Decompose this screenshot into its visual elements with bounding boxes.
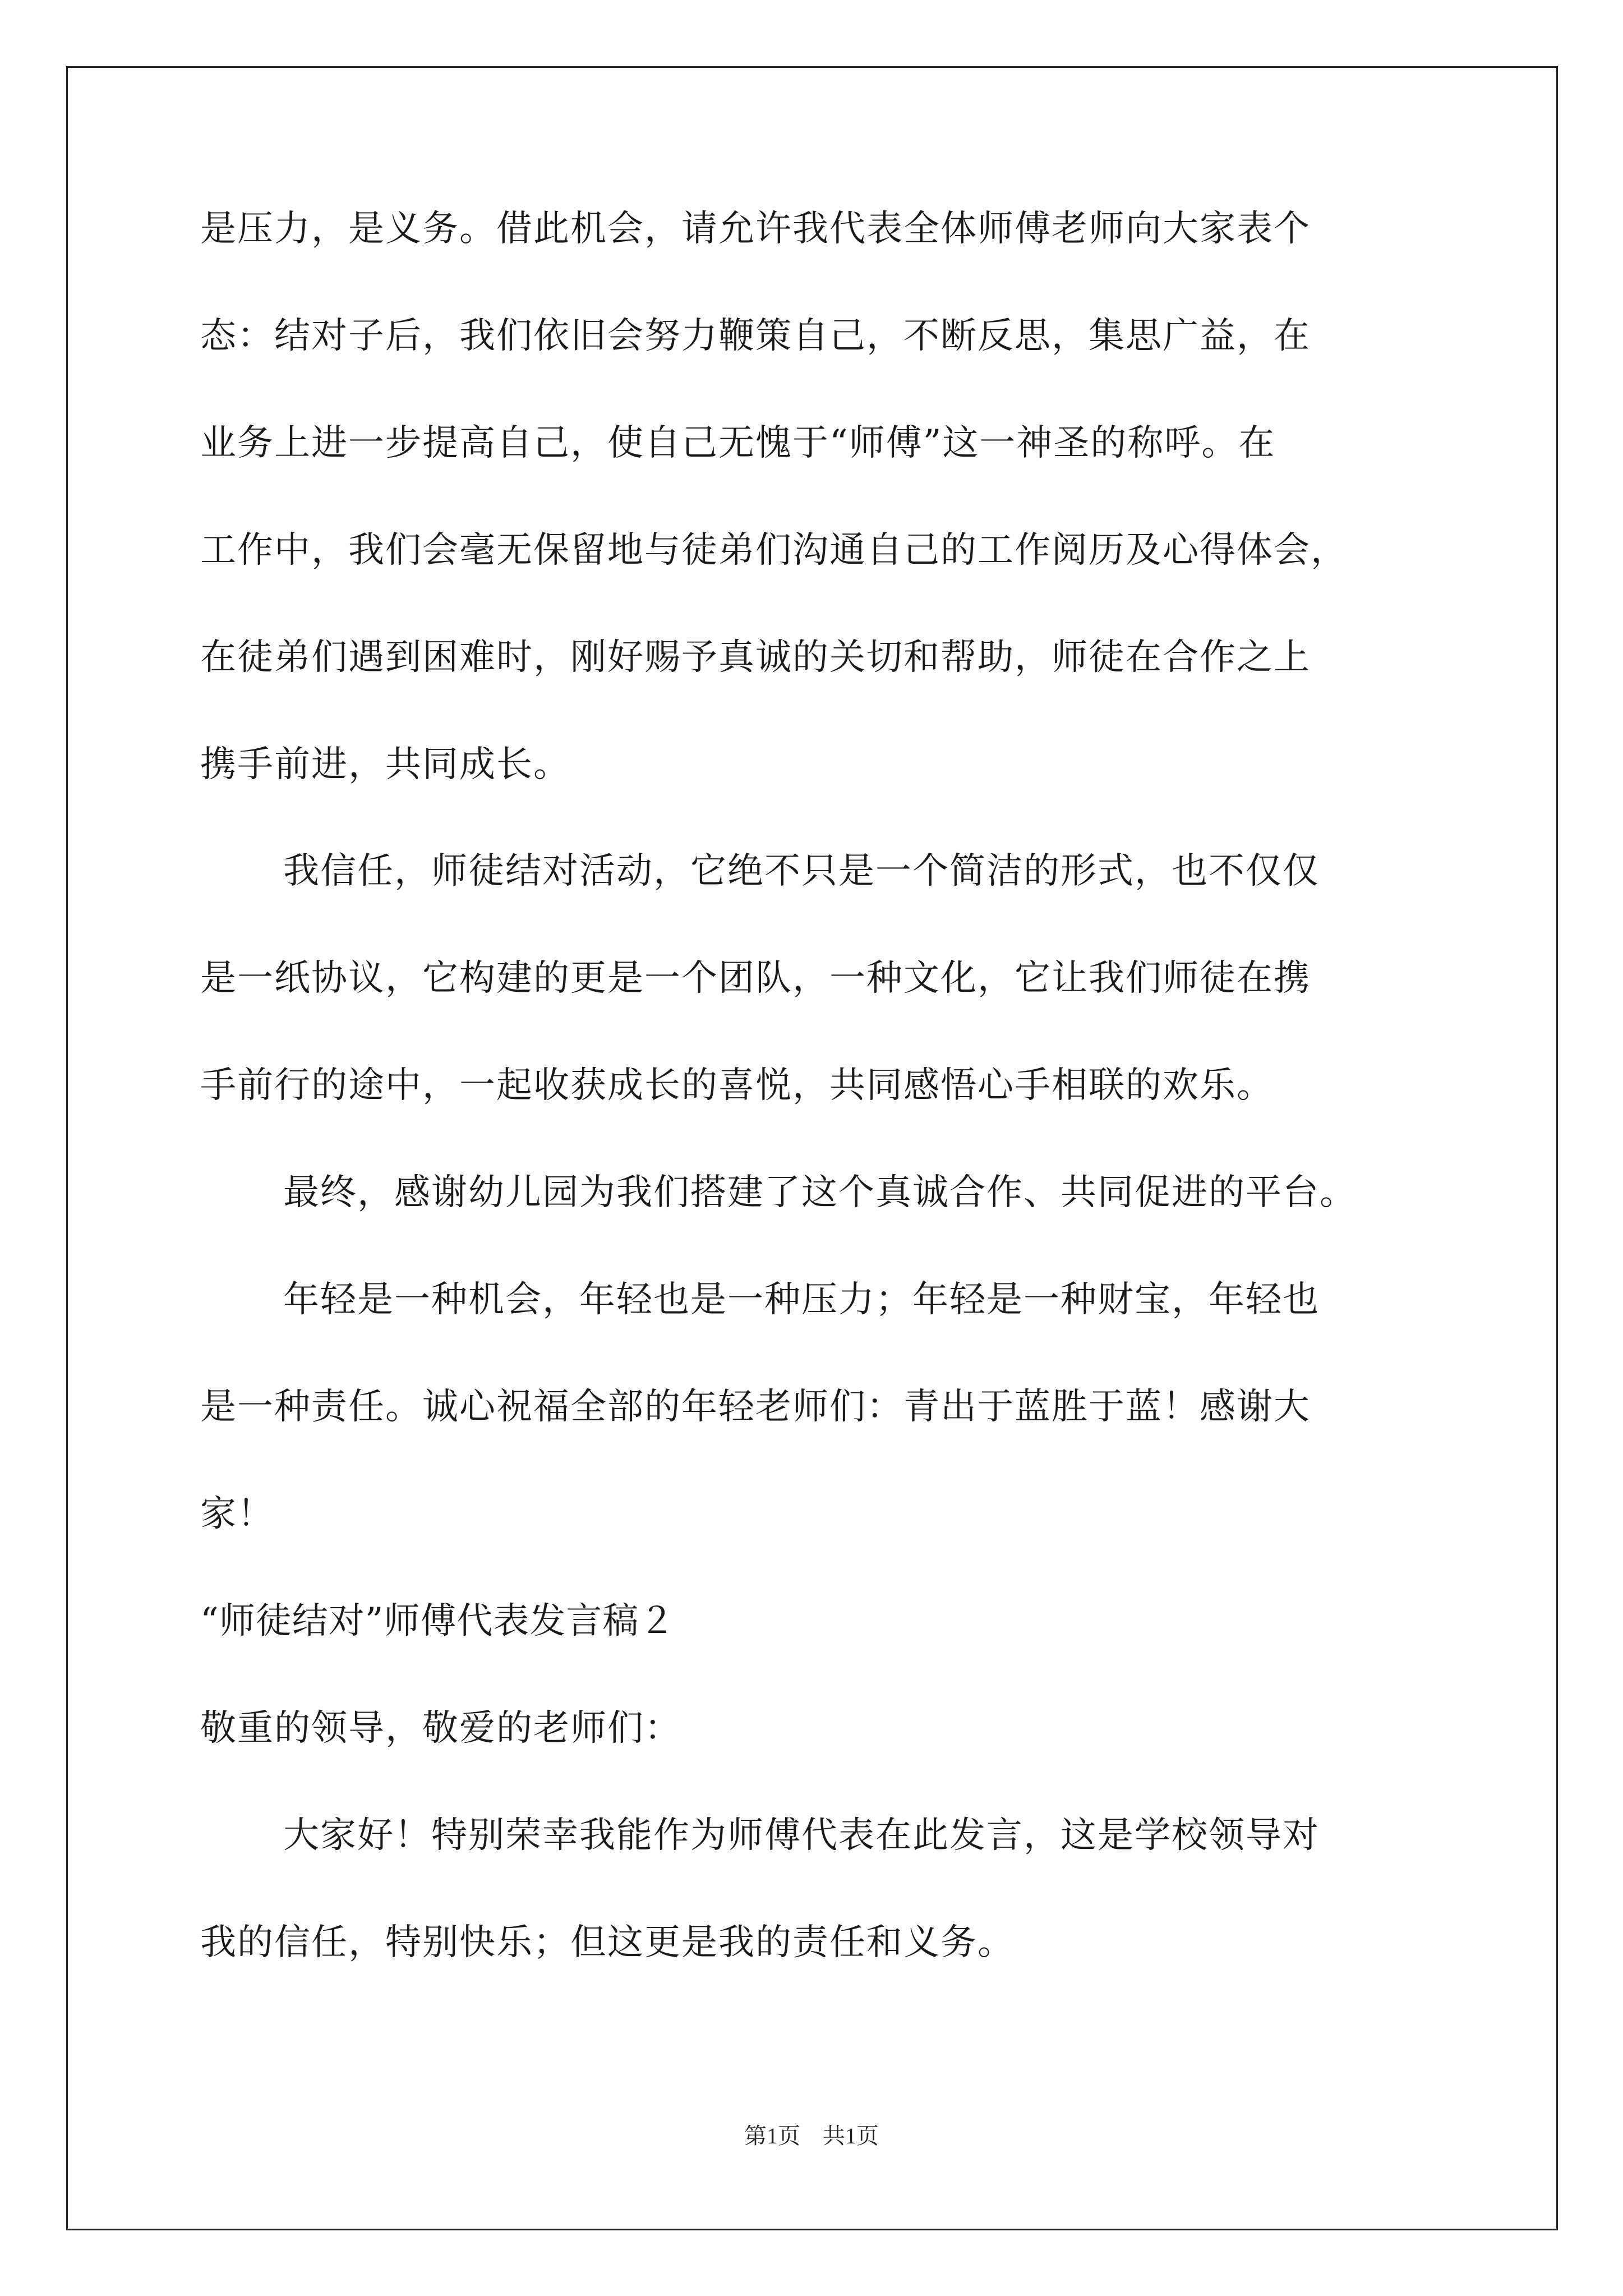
salutation: 敬重的领导，敬爱的老师们：	[200, 1708, 681, 1749]
text-line: 是一纸协议，它构建的更是一个团队，一种文化，它让我们师徒在携	[200, 958, 1311, 999]
paragraph-first-line: 我信任，师徒结对活动，它绝不只是一个简洁的形式，也不仅仅	[283, 850, 1320, 892]
page-border	[66, 66, 1558, 2230]
paragraph-first-line: 大家好！特别荣幸我能作为师傅代表在此发言，这是学校领导对	[283, 1815, 1320, 1856]
text-line: 手前行的途中，一起收获成长的喜悦，共同感悟心手相联的欢乐。	[200, 1065, 1274, 1106]
text-line: 是一种责任。诚心祝福全部的年轻老师们：青出于蓝胜于蓝！感谢大	[200, 1386, 1311, 1428]
page-footer	[0, 2125, 1623, 2147]
text-line: 在徒弟们遇到困难时，刚好赐予真诚的关切和帮助，师徒在合作之上	[200, 637, 1311, 678]
paragraph-first-line: 年轻是一种机会，年轻也是一种压力；年轻是一种财宝，年轻也	[283, 1279, 1320, 1320]
paragraph-first-line: 最终，感谢幼儿园为我们搭建了这个真诚合作、共同促进的平台。	[283, 1172, 1357, 1213]
section-heading: “师徒结对”师傅代表发言稿２	[200, 1600, 676, 1642]
text-line: 态：结对子后，我们依旧会努力鞭策自己，不断反思，集思广益，在	[200, 315, 1311, 357]
page-number: 第1页	[744, 2123, 800, 2148]
text-line: 家！	[200, 1493, 274, 1535]
text-line: 是压力，是义务。借此机会，请允许我代表全体师傅老师向大家表个	[200, 208, 1311, 250]
text-line: 工作中，我们会毫无保留地与徒弟们沟通自己的工作阅历及心得体会，	[200, 530, 1348, 571]
text-line: 我的信任，特别快乐；但这更是我的责任和义务。	[200, 1922, 1015, 1963]
page-total: 共1页	[823, 2123, 879, 2148]
text-line: 业务上进一步提高自己，使自己无愧于“师傅”这一神圣的称呼。在	[200, 422, 1276, 464]
text-line: 携手前进，共同成长。	[200, 744, 570, 785]
